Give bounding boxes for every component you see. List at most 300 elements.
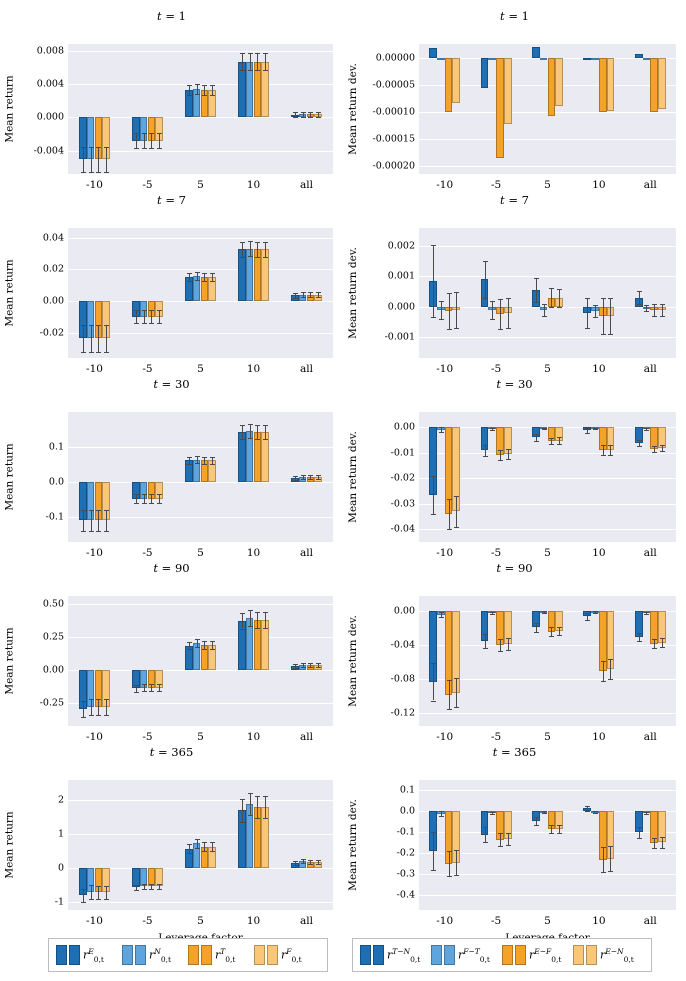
- error-bar-cap: [316, 292, 321, 293]
- error-bar-cap: [549, 627, 554, 628]
- error-bar: [91, 510, 92, 531]
- error-bar-cap: [498, 846, 503, 847]
- error-bar-cap: [248, 53, 253, 54]
- bar: [658, 58, 666, 109]
- error-bar-cap: [157, 884, 162, 885]
- error-bar-cap: [195, 647, 200, 648]
- error-bar-cap: [240, 822, 245, 823]
- error-bar-cap: [483, 648, 488, 649]
- error-bar-cap: [447, 499, 452, 500]
- plot-area: [419, 228, 676, 358]
- error-bar-cap: [316, 117, 321, 118]
- error-bar: [204, 85, 205, 95]
- x-tick-label: -10: [436, 731, 454, 743]
- error-bar-cap: [534, 817, 539, 818]
- chart-title: t = 30: [496, 377, 533, 391]
- error-bar-cap: [149, 503, 154, 504]
- error-bar-cap: [210, 273, 215, 274]
- legend-item[interactable]: [122, 945, 171, 965]
- bar: [540, 58, 548, 60]
- error-bar-cap: [104, 172, 109, 173]
- error-bar-cap: [187, 457, 192, 458]
- error-bar-cap: [637, 304, 642, 305]
- plot-area: [68, 44, 333, 174]
- x-tick-label: all: [300, 547, 313, 559]
- legend-label: $r^{E-F}_{0,t}$: [529, 946, 562, 964]
- legend-swatch-secondary: [69, 945, 80, 965]
- chart-panel-right-row1: [343, 8, 686, 194]
- legend-item[interactable]: [573, 945, 634, 965]
- legend-swatch: [360, 945, 371, 965]
- error-bar-cap: [316, 475, 321, 476]
- error-bar: [485, 827, 486, 842]
- error-bar: [91, 325, 92, 352]
- error-bar: [242, 53, 243, 70]
- y-tick-label: -0.08: [390, 673, 415, 685]
- error-bar: [508, 298, 509, 328]
- error-bar-cap: [308, 667, 313, 668]
- legend-swatch-secondary: [515, 945, 526, 965]
- error-bar-cap: [316, 479, 321, 480]
- error-bar: [159, 310, 160, 323]
- legend-swatch: [122, 945, 133, 965]
- y-axis-label: [2, 596, 18, 726]
- error-bar-cap: [447, 709, 452, 710]
- y-axis-label-text: Mean return dev.: [347, 799, 359, 891]
- error-bar: [250, 53, 251, 70]
- error-bar-cap: [652, 304, 657, 305]
- legend-swatch-secondary: [267, 945, 278, 965]
- error-bar: [654, 304, 655, 316]
- error-bar-cap: [187, 95, 192, 96]
- error-bar: [144, 310, 145, 323]
- error-bar-cap: [263, 612, 268, 613]
- error-bar-cap: [439, 301, 444, 302]
- legend-label: $r^N_{0,t}$: [149, 946, 171, 964]
- error-bar-cap: [490, 301, 495, 302]
- error-bar-cap: [293, 112, 298, 113]
- error-bar: [242, 242, 243, 256]
- bar: [583, 58, 591, 60]
- error-bar: [265, 242, 266, 256]
- legend-swatch: [431, 945, 442, 965]
- error-bar: [212, 641, 213, 648]
- error-bar-cap: [644, 305, 649, 306]
- x-tick-label: 10: [246, 731, 261, 743]
- error-bar-cap: [498, 833, 503, 834]
- y-tick-label: -0.04: [390, 639, 415, 651]
- y-axis-label-text: Mean return: [4, 627, 17, 695]
- error-bar-cap: [316, 864, 321, 865]
- error-bar-cap: [660, 304, 665, 305]
- error-bar-cap: [81, 531, 86, 532]
- y-tick-label: 0.50: [42, 598, 64, 610]
- error-bar-cap: [89, 899, 94, 900]
- error-bar: [265, 796, 266, 818]
- error-bar: [500, 299, 501, 329]
- error-bar-cap: [81, 889, 86, 890]
- error-bar: [159, 494, 160, 503]
- error-bar: [257, 796, 258, 818]
- legend-swatch-secondary: [586, 945, 597, 965]
- error-bar-cap: [134, 503, 139, 504]
- error-bar-cap: [454, 678, 459, 679]
- error-bar-cap: [608, 679, 613, 680]
- error-bar-cap: [187, 853, 192, 854]
- error-bar: [250, 424, 251, 438]
- error-bar-cap: [490, 319, 495, 320]
- error-bar-cap: [96, 172, 101, 173]
- x-tick-label: 5: [197, 547, 204, 559]
- error-bar-cap: [454, 496, 459, 497]
- error-bar-cap: [557, 833, 562, 834]
- error-bar-cap: [255, 628, 260, 629]
- error-bar: [242, 799, 243, 821]
- y-tick-label: -0.12: [390, 707, 415, 719]
- error-bar: [159, 684, 160, 691]
- error-bar-cap: [240, 70, 245, 71]
- chart-panel-left-row5: [0, 744, 343, 930]
- error-bar-cap: [308, 479, 313, 480]
- legend-item[interactable]: [360, 945, 420, 965]
- error-bar-cap: [248, 438, 253, 439]
- error-bar-cap: [157, 684, 162, 685]
- error-bar-cap: [89, 172, 94, 173]
- error-bar-cap: [248, 256, 253, 257]
- legend-item[interactable]: [431, 945, 490, 965]
- error-bar: [610, 659, 611, 679]
- error-bar-cap: [483, 842, 488, 843]
- y-tick-label: 0.00000: [375, 52, 415, 64]
- error-bar-cap: [301, 297, 306, 298]
- error-bar-cap: [498, 639, 503, 640]
- x-tick-label: all: [643, 731, 657, 743]
- error-bar-cap: [301, 112, 306, 113]
- error-bar-cap: [447, 293, 452, 294]
- x-tick-label: -5: [142, 363, 153, 375]
- error-bar-cap: [96, 325, 101, 326]
- y-tick-label: 0.00: [42, 664, 64, 676]
- error-bar-cap: [187, 844, 192, 845]
- y-tick-label: -0.25: [39, 697, 64, 709]
- error-bar-cap: [202, 85, 207, 86]
- error-bar-cap: [157, 503, 162, 504]
- error-bar-cap: [248, 815, 253, 816]
- chart-title: t = 90: [496, 561, 533, 575]
- error-bar-cap: [210, 95, 215, 96]
- error-bar: [212, 457, 213, 464]
- error-bar-cap: [542, 316, 547, 317]
- error-bar-cap: [542, 304, 547, 305]
- error-bar-cap: [240, 613, 245, 614]
- bar: [488, 58, 496, 60]
- error-bar-cap: [202, 457, 207, 458]
- error-bar-cap: [506, 328, 511, 329]
- error-bar-cap: [202, 95, 207, 96]
- error-bar-cap: [308, 864, 313, 865]
- chart-title: t = 1: [157, 9, 186, 23]
- error-bar: [662, 837, 663, 847]
- error-bar-cap: [202, 641, 207, 642]
- y-axis-label-text: Mean return: [4, 443, 17, 511]
- error-bar-cap: [255, 242, 260, 243]
- error-bar-cap: [187, 642, 192, 643]
- bar: [532, 47, 540, 58]
- error-bar-cap: [506, 845, 511, 846]
- legend-swatch-secondary: [201, 945, 212, 965]
- error-bar-cap: [263, 70, 268, 71]
- error-bar-cap: [81, 147, 86, 148]
- x-tick-label: 5: [197, 731, 204, 743]
- error-bar: [536, 817, 537, 825]
- legend-item[interactable]: [502, 945, 561, 965]
- error-bar-cap: [210, 851, 215, 852]
- error-bar-cap: [490, 614, 495, 615]
- error-bar-cap: [637, 838, 642, 839]
- error-bar-cap: [142, 884, 147, 885]
- error-bar: [654, 838, 655, 848]
- error-bar: [485, 445, 486, 456]
- plot-area: [68, 412, 333, 542]
- error-bar-cap: [534, 632, 539, 633]
- error-bar-cap: [263, 439, 268, 440]
- chart-title: t = 365: [149, 745, 194, 759]
- error-bar: [603, 847, 604, 872]
- error-bar-cap: [134, 310, 139, 311]
- error-bar: [204, 842, 205, 850]
- error-bar: [551, 627, 552, 635]
- legend-label: $r^{F-T}_{0,t}$: [458, 946, 490, 964]
- x-tick-label: 10: [246, 363, 261, 375]
- y-tick-label: -0.01: [390, 447, 415, 459]
- x-tick-label: 10: [246, 179, 261, 191]
- bar: [548, 58, 556, 116]
- error-bar-cap: [142, 503, 147, 504]
- error-bar-cap: [593, 613, 598, 614]
- y-gridline: [68, 902, 333, 903]
- error-bar-cap: [316, 860, 321, 861]
- x-tick-label: -5: [490, 731, 502, 743]
- error-bar: [151, 684, 152, 691]
- y-tick-label: -0.001: [384, 331, 415, 343]
- x-tick-label: -5: [142, 179, 153, 191]
- x-tick-label: -10: [86, 363, 103, 375]
- error-bar-cap: [439, 811, 444, 812]
- error-bar-cap: [585, 806, 590, 807]
- legend-item[interactable]: [188, 945, 235, 965]
- x-tick-label: -5: [490, 179, 502, 191]
- error-bar-cap: [293, 664, 298, 665]
- error-bar-cap: [104, 715, 109, 716]
- y-gridline: [419, 166, 676, 167]
- y-gridline: [68, 238, 333, 239]
- error-bar: [91, 699, 92, 715]
- error-bar: [456, 496, 457, 527]
- error-bar: [265, 53, 266, 70]
- error-bar-cap: [210, 649, 215, 650]
- error-bar-cap: [498, 450, 503, 451]
- error-bar-cap: [490, 428, 495, 429]
- error-bar: [83, 510, 84, 531]
- error-bar: [544, 304, 545, 316]
- legend-swatch: [254, 945, 265, 965]
- error-bar: [500, 450, 501, 460]
- error-bar-cap: [96, 715, 101, 716]
- error-bar-cap: [255, 796, 260, 797]
- bar: [555, 58, 563, 107]
- y-gridline: [68, 834, 333, 835]
- y-gridline: [68, 51, 333, 52]
- error-bar: [212, 842, 213, 850]
- bar: [650, 58, 658, 112]
- error-bar-cap: [240, 799, 245, 800]
- error-bar-cap: [652, 316, 657, 317]
- error-bar-cap: [96, 352, 101, 353]
- error-bar-cap: [263, 242, 268, 243]
- chart-title: t = 90: [153, 561, 190, 575]
- error-bar: [559, 289, 560, 307]
- error-bar-cap: [142, 133, 147, 134]
- error-bar: [98, 510, 99, 531]
- error-bar-cap: [202, 842, 207, 843]
- y-tick-label: 1: [57, 828, 64, 840]
- legend-swatch-secondary: [444, 945, 455, 965]
- error-bar: [83, 889, 84, 903]
- error-bar: [449, 499, 450, 530]
- error-bar-cap: [263, 257, 268, 258]
- y-tick-label: 0.00: [42, 295, 64, 307]
- error-bar-cap: [263, 53, 268, 54]
- y-tick-label: 0.000: [36, 111, 64, 123]
- error-bar: [189, 273, 190, 281]
- error-bar-cap: [542, 813, 547, 814]
- error-bar: [83, 325, 84, 352]
- error-bar-cap: [81, 510, 86, 511]
- x-tick-label: -5: [490, 363, 502, 375]
- plot-area: [419, 780, 676, 910]
- error-bar-cap: [134, 890, 139, 891]
- error-bar-cap: [157, 494, 162, 495]
- error-bar: [551, 288, 552, 306]
- error-bar: [559, 825, 560, 833]
- chart-title: t = 30: [153, 377, 190, 391]
- bar: [452, 58, 460, 103]
- error-bar-cap: [601, 872, 606, 873]
- error-bar-cap: [431, 514, 436, 515]
- error-bar-cap: [601, 445, 606, 446]
- error-bar: [433, 663, 434, 700]
- error-bar: [639, 633, 640, 641]
- y-gridline: [419, 139, 676, 140]
- error-bar-cap: [89, 325, 94, 326]
- error-bar-cap: [608, 846, 613, 847]
- x-tick-label: -5: [490, 915, 502, 927]
- error-bar: [91, 885, 92, 899]
- error-bar-cap: [601, 298, 606, 299]
- y-tick-label: -1: [54, 896, 64, 908]
- y-tick-label: 0.02: [42, 263, 64, 275]
- error-bar-cap: [308, 860, 313, 861]
- error-bar-cap: [149, 133, 154, 134]
- error-bar-cap: [210, 281, 215, 282]
- error-bar: [189, 85, 190, 95]
- error-bar-cap: [506, 833, 511, 834]
- legend-label: $r^E_{0,t}$: [83, 946, 104, 964]
- error-bar-cap: [293, 861, 298, 862]
- error-bar: [508, 833, 509, 846]
- figure-legend: [0, 932, 686, 980]
- x-tick-label: 5: [544, 731, 551, 743]
- error-bar: [610, 846, 611, 871]
- error-bar-cap: [104, 699, 109, 700]
- bar: [607, 58, 615, 111]
- error-bar-cap: [89, 147, 94, 148]
- y-gridline: [419, 337, 676, 338]
- error-bar-cap: [240, 242, 245, 243]
- error-bar-cap: [210, 842, 215, 843]
- error-bar: [242, 425, 243, 439]
- chart-panel-left-row1: [0, 8, 343, 194]
- error-bar: [144, 684, 145, 691]
- error-bar-cap: [585, 613, 590, 614]
- y-tick-label: 0.25: [42, 631, 64, 643]
- error-bar-cap: [202, 464, 207, 465]
- y-axis-label: [345, 596, 361, 726]
- plot-area: [419, 412, 676, 542]
- error-bar-cap: [104, 352, 109, 353]
- y-axis-label: [2, 780, 18, 910]
- plot-area: [419, 44, 676, 174]
- y-axis-label-text: Mean return: [4, 75, 17, 143]
- error-bar-cap: [454, 850, 459, 851]
- error-bar: [197, 84, 198, 94]
- error-bar-cap: [96, 899, 101, 900]
- error-bar: [106, 699, 107, 715]
- x-tick-label: 10: [592, 731, 606, 743]
- y-axis-label: [2, 44, 18, 174]
- x-tick-label: -5: [490, 547, 502, 559]
- error-bar-cap: [301, 663, 306, 664]
- error-bar-cap: [149, 889, 154, 890]
- error-bar: [536, 623, 537, 631]
- error-bar-cap: [81, 701, 86, 702]
- legend-item[interactable]: [56, 945, 104, 965]
- legend-item[interactable]: [254, 945, 302, 965]
- y-tick-label: -0.00020: [372, 160, 415, 172]
- x-tick-label: 10: [246, 915, 261, 927]
- error-bar-cap: [202, 273, 207, 274]
- error-bar-cap: [195, 456, 200, 457]
- error-bar: [151, 310, 152, 323]
- error-bar-cap: [308, 112, 313, 113]
- error-bar-cap: [660, 316, 665, 317]
- x-tick-label: 10: [592, 363, 606, 375]
- legend-label: $r^F_{0,t}$: [281, 946, 302, 964]
- error-bar-cap: [585, 328, 590, 329]
- error-bar-cap: [89, 352, 94, 353]
- error-bar-cap: [431, 317, 436, 318]
- legend-swatch-secondary: [373, 945, 384, 965]
- error-bar-cap: [81, 717, 86, 718]
- error-bar: [250, 241, 251, 255]
- y-tick-label: 2: [57, 794, 64, 806]
- error-bar: [257, 612, 258, 628]
- bar: [591, 58, 599, 60]
- error-bar: [144, 133, 145, 148]
- error-bar-cap: [187, 649, 192, 650]
- x-tick-label: 5: [197, 179, 204, 191]
- error-bar-cap: [652, 848, 657, 849]
